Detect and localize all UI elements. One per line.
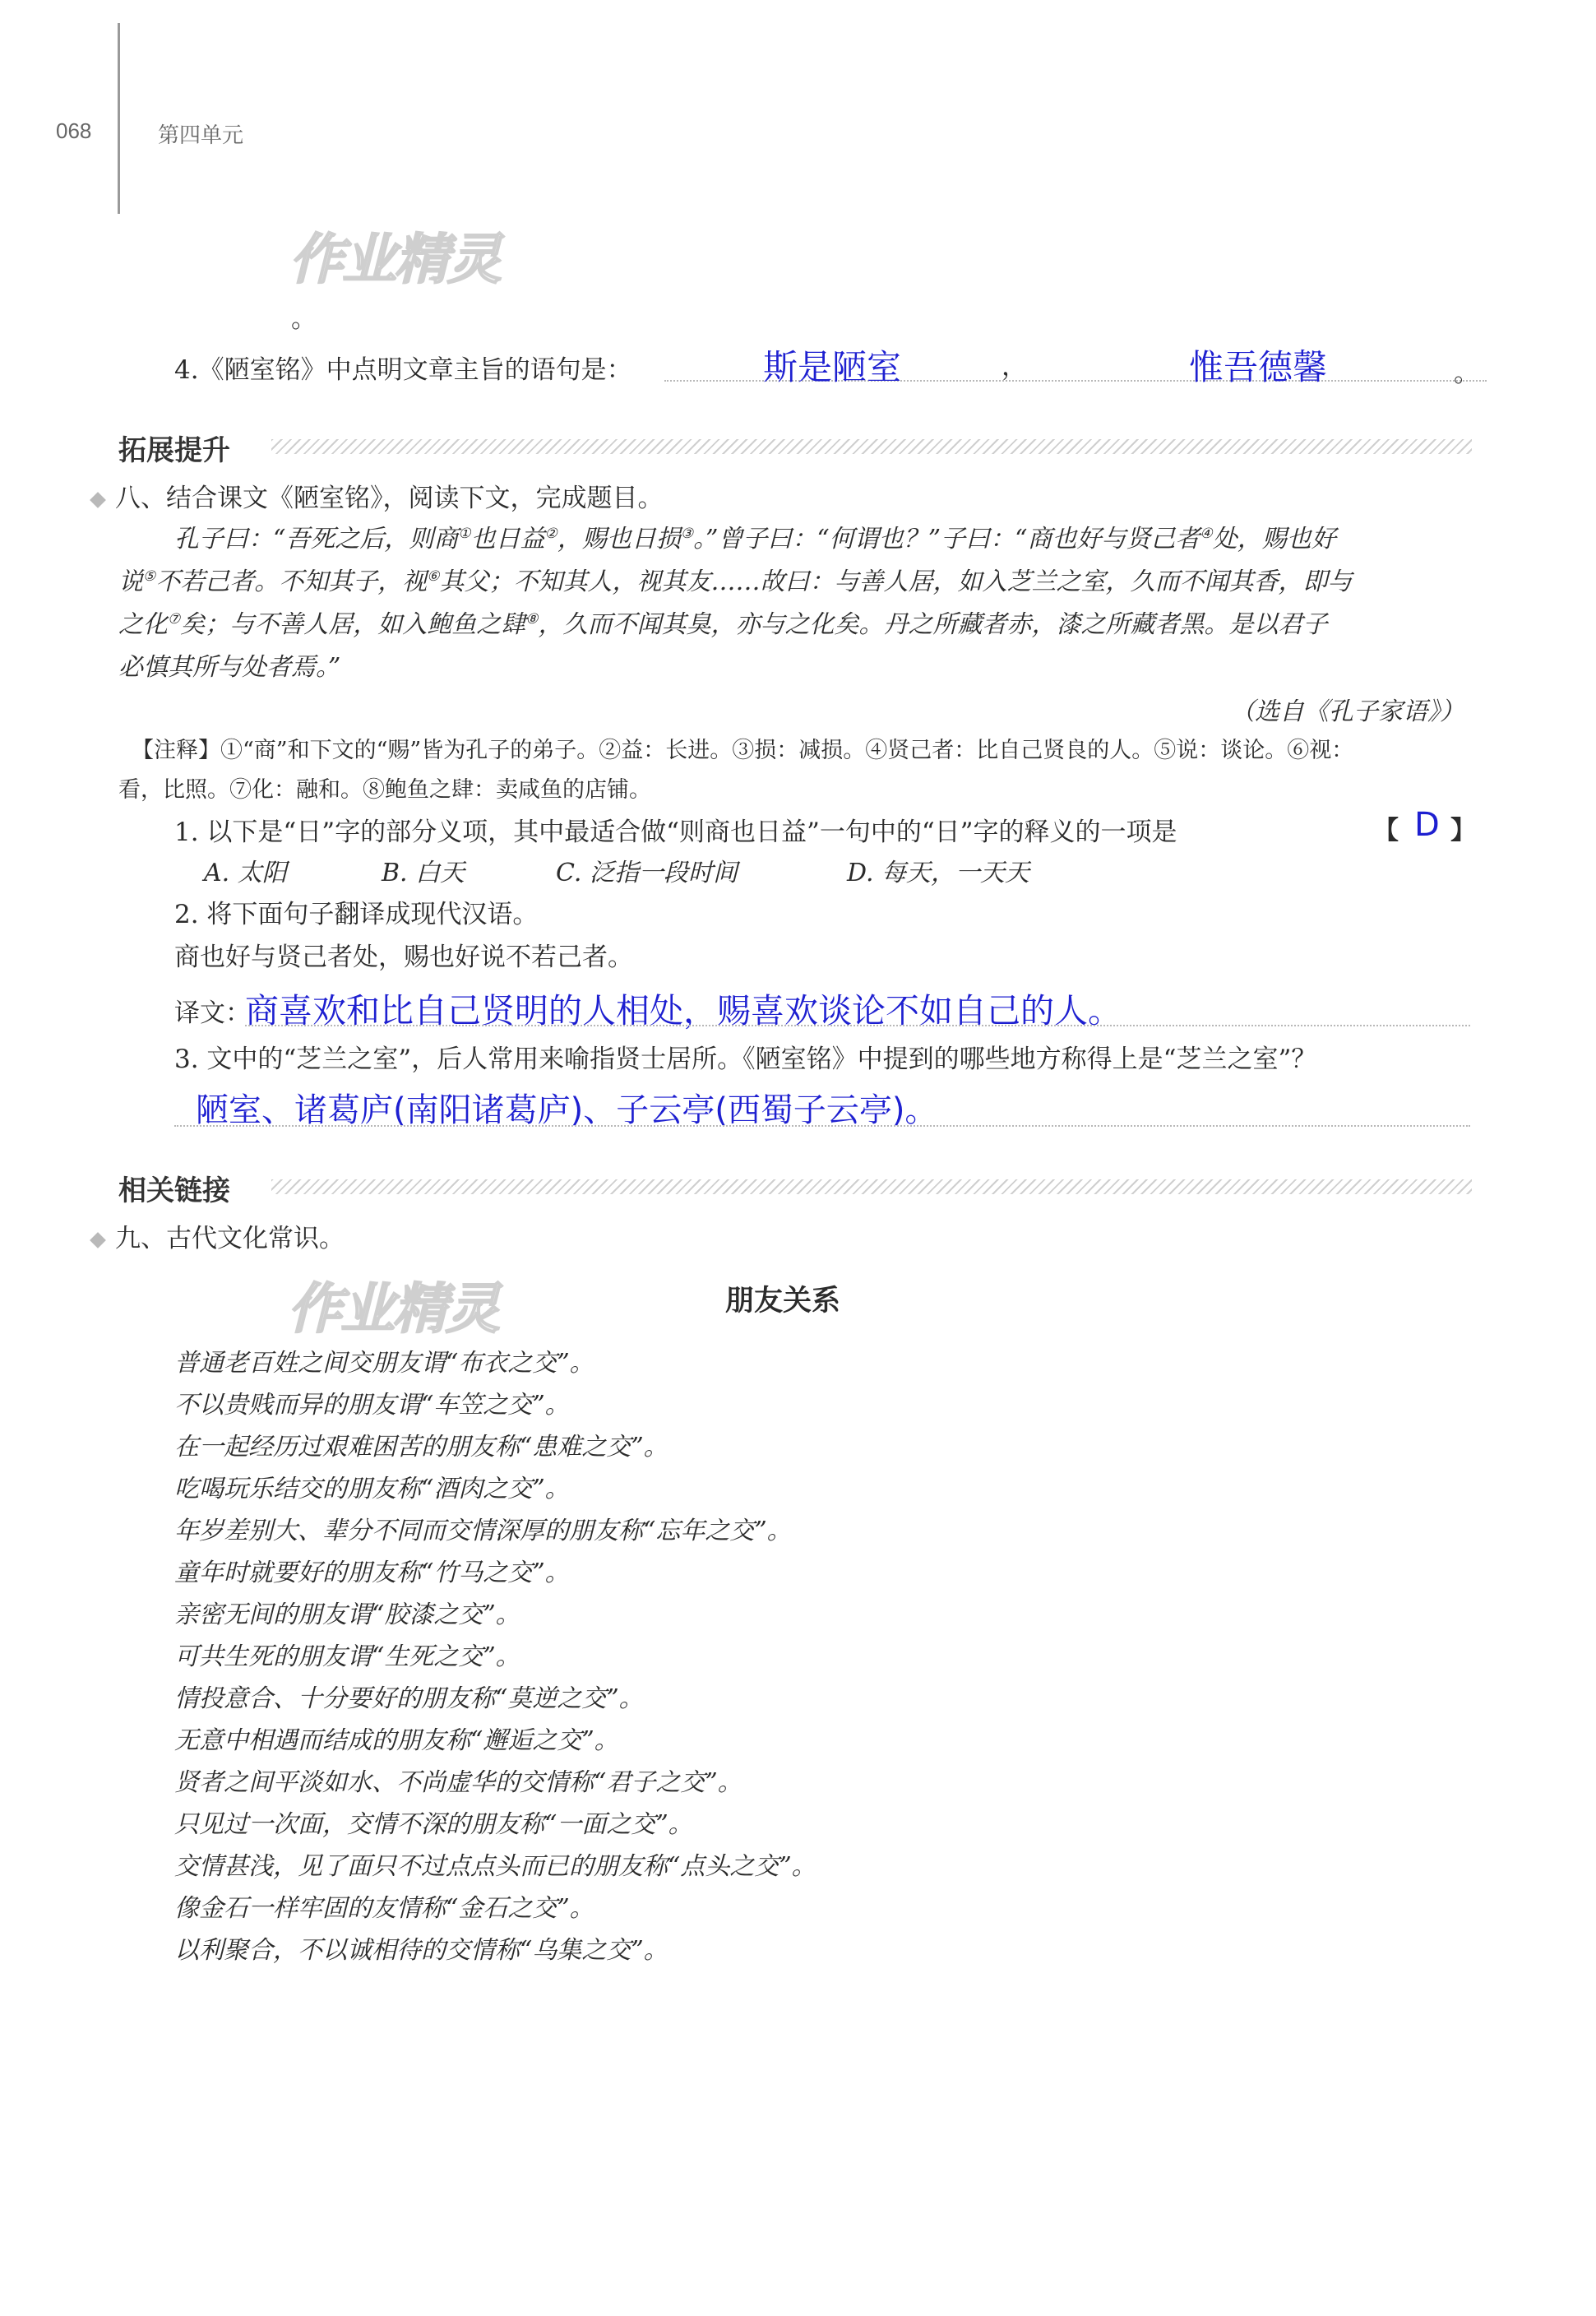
list-item: 吃喝玩乐结交的朋友称“酒肉之交”。 [174,1475,570,1503]
q4-answer-1: 斯是陋室 [763,347,902,387]
q1-option-c: C. 泛指一段时间 [556,859,738,887]
diamond-bullet-icon [90,492,106,508]
header-divider [118,23,120,214]
question-9 [92,1217,345,1254]
list-item: 年岁差别大、辈分不同而交情深厚的朋友称“忘年之交”。 [174,1517,792,1545]
notes-line-2: 看，比照。⑦化：融和。⑧鲍鱼之肆：卖咸鱼的店铺。 [118,777,651,803]
list-item: 可共生死的朋友谓“生死之交”。 [174,1642,520,1671]
section-link-rule [271,1179,1472,1194]
section-link-title: 相关链接 [118,1168,238,1208]
q2-sentence: 商也好与贤己者处，赐也好说不若己者。 [174,943,633,972]
q3-prompt: 3. 文中的“芝兰之室”，后人常用来喻指贤士居所。《陋室铭》中提到的哪些地方称得上是“芝兰之室”？ [174,1045,1317,1074]
list-item: 只见过一次面，交情不深的朋友称“一面之交”。 [174,1810,693,1839]
list-item: 不以贵贱而异的朋友谓“车笠之交”。 [174,1391,570,1420]
list-item: 普通老百姓之间交朋友谓“布衣之交”。 [174,1349,594,1378]
q2-answer-line [245,1025,1470,1026]
prev-answer-end: 。 [291,304,317,334]
notes-line-1: 【注释】①“商”和下文的“赐”皆为孔子的弟子。②益：长进。③损：减损。④贤己者：比自己贤良的人。⑤说：谈论。⑥视： [132,738,1354,763]
list-item: 亲密无间的朋友谓“胶漆之交”。 [174,1600,520,1629]
q4-separator: ， [1002,352,1027,382]
q1-option-b: B. 白天 [382,859,465,887]
list-item: 以利聚合，不以诚相待的交情称“乌集之交”。 [174,1936,668,1965]
passage-line-2: 说⑤不若己者。不知其子，视⑥其父；不知其人，视其友……故曰：与善人居，如入芝兰之室，久而不闻其香，即与 [118,567,1353,596]
list-item: 情投意合、十分要好的朋友称“莫逆之交”。 [174,1684,644,1713]
question-9-text: 九、古代文化常识。 [115,1224,345,1253]
unit-title: 第四单元 [158,123,244,147]
list-item: 童年时就要好的朋友称“竹马之交”。 [174,1559,570,1587]
list-item: 像金石一样牢固的友情称“金石之交”。 [174,1894,594,1923]
q4-end: 。 [1454,359,1479,388]
section-extend-title: 拓展提升 [118,428,238,468]
diamond-bullet-icon [90,1232,106,1248]
list-item: 贤者之间平淡如水、不尚虚华的交情称“君子之交”。 [174,1768,742,1797]
q1-prompt: 1. 以下是“日”字的部分义项，其中最适合做“则商也日益”一句中的“日”字的释义的一项是 [174,818,1177,847]
watermark: 作业精灵 [289,228,500,291]
question-8 [92,477,664,514]
passage-line-4: 必慎其所与处者焉。” [118,653,341,682]
q4-answer-2: 惟吾德馨 [1189,347,1328,387]
list-title: 朋友关系 [725,1285,841,1318]
q3-answer: 陋室、诸葛庐(南阳诸葛庐)、子云亭(西蜀子云亭)。 [196,1091,938,1129]
question-8-text: 八、结合课文《陋室铭》，阅读下文，完成题目。 [115,484,664,513]
watermark: 作业精灵 [288,1277,498,1341]
passage-source: （选自《孔子家语》） [1230,697,1464,726]
q3-answer-line [174,1125,1470,1127]
q4-prompt: 4.《陋室铭》中点明文章主旨的语句是： [174,355,632,385]
q2-answer: 商喜欢和比自己贤明的人相处，赐喜欢谈论不如自己的人。 [245,991,1122,1031]
q1-option-a: A. 太阳 [204,859,287,887]
q1-answer: D [1414,806,1440,844]
q2-label: 译文： [174,998,251,1028]
passage-line-3: 之化⑦矣；与不善人居，如入鲍鱼之肆⑧，久而不闻其臭，亦与之化矣。丹之所藏者赤，漆之所藏者黑。是以君子 [118,610,1328,639]
q1-option-d: D. 每天，一天天 [847,859,1030,887]
list-item: 交情甚浅，见了面只不过点点头而已的朋友称“点头之交”。 [174,1852,817,1881]
list-item: 在一起经历过艰难困苦的朋友称“患难之交”。 [174,1433,668,1461]
q1-bracket-open: 【 [1373,816,1399,845]
q2-prompt: 2. 将下面句子翻译成现代汉语。 [174,900,539,929]
page-number: 068 [56,118,92,143]
section-extend-rule [271,439,1472,454]
passage-line-1: 孔子曰：“吾死之后，则商①也日益②，赐也日损③。”曾子曰：“何谓也？”子曰：“商也好与贤己者④处，赐也好 [174,525,1336,554]
list-item: 无意中相遇而结成的朋友称“邂逅之交”。 [174,1726,619,1755]
q1-bracket-close: 】 [1450,816,1476,845]
